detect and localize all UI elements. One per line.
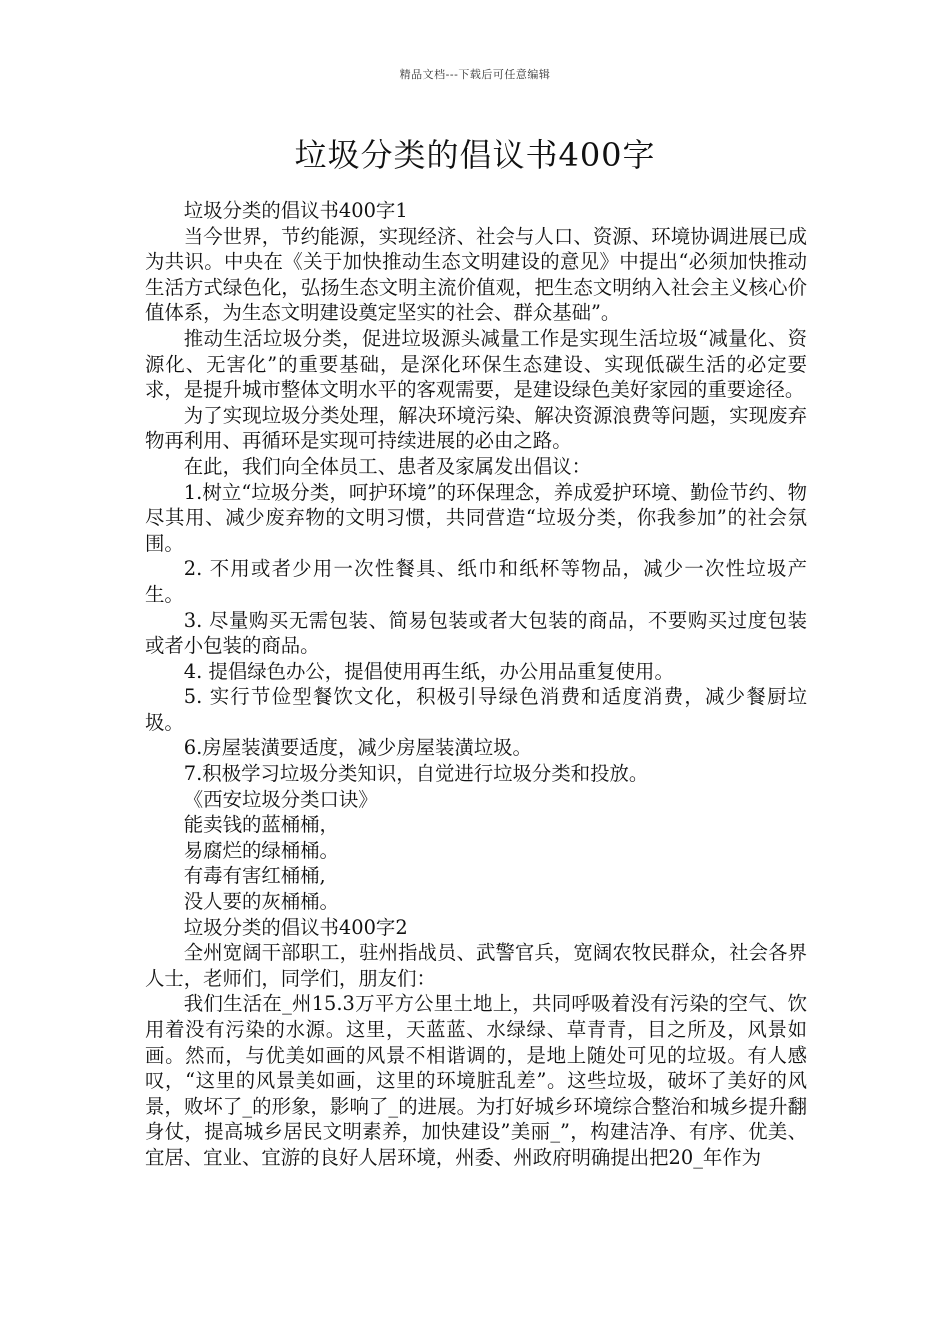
paragraph: 3. 尽量购买无需包装、简易包装或者大包装的商品，不要购买过度包装或者小包装的商品。 <box>145 608 807 658</box>
paragraph: 为了实现垃圾分类处理，解决环境污染、解决资源浪费等问题，实现废弃物再利用、再循环是实现可持续进展的必由之路。 <box>145 403 807 453</box>
page-header: 精品文档---下载后可任意编辑 <box>399 68 551 81</box>
paragraph: 易腐烂的绿桶桶。 <box>183 838 339 862</box>
paragraph: 没人要的灰桶桶。 <box>183 890 339 914</box>
paragraph: 2. 不用或者少用一次性餐具、纸巾和纸杯等物品，减少一次性垃圾产生。 <box>145 557 807 606</box>
paragraph: 6.房屋装潢要适度，减少房屋装潢垃圾。 <box>183 736 532 760</box>
paragraph: 5. 实行节俭型餐饮文化，积极引导绿色消费和适度消费，减少餐厨垃圾。 <box>145 685 807 734</box>
paragraph: 在此，我们向全体员工、患者及家属发出倡议： <box>183 454 591 478</box>
document-title: 垃圾分类的倡议书400字 <box>294 136 656 174</box>
paragraph: 垃圾分类的倡议书400字1 <box>183 199 408 222</box>
paragraph: 4. 提倡绿色办公，提倡使用再生纸，办公用品重复使用。 <box>183 659 674 683</box>
paragraph: 当今世界，节约能源，实现经济、社会与人口、资源、环境协调进展已成为共识。中央在《关于加快推动生态文明建设的意见》中提出“必须加快推动生活方式绿色化，弘扬生态文明主流价值观，把生态文明纳入社会主义核心价值体系，为生态文明建设奠定坚实的社会、群众基础”。 <box>145 224 807 325</box>
paragraph: 7.积极学习垃圾分类知识，自觉进行垃圾分类和投放。 <box>183 762 649 786</box>
paragraph: 能卖钱的蓝桶桶， <box>183 813 339 837</box>
paragraph: 推动生活垃圾分类，促进垃圾源头减量工作是实现生活垃圾“减量化、资源化、无害化”的重要基础，是深化环保生态建设、实现低碳生活的必定要求，是提升城市整体文明水平的客观需要，是建设绿色美好家园的重要途径。 <box>145 326 807 402</box>
paragraph: 垃圾分类的倡议书400字2 <box>183 915 408 939</box>
paragraph: 《西安垃圾分类口诀》 <box>183 787 378 811</box>
paragraph: 1.树立“垃圾分类，呵护环境”的环保理念，养成爱护环境、勤俭节约、物尽其用、减少废弃物的文明习惯，共同营造“垃圾分类，你我参加”的社会氛围。 <box>145 480 807 555</box>
paragraph: 我们生活在_州15.3万平方公里土地上，共同呼吸着没有污染的空气、饮用着没有污染的水源。这里，天蓝蓝、水绿绿、草青青，目之所及，风景如画。然而，与优美如画的风景不相谐调的，是地上随处可见的垃圾。有人感叹，“这里的风景美如画，这里的环境脏乱差”。这些垃圾，破坏了美好的风景，败坏了_的形象，影响了_的进展。为打好城乡环境综合整治和城乡提升翻身仗，提高城乡居民文明素养，加快建设”美丽_”，构建洁净、有序、优美、宜居、宜业、宜游的良好人居环境，州委、州政府明确提出把20_年作为 <box>145 992 807 1169</box>
paragraph: 全州宽阔干部职工，驻州指战员、武警官兵，宽阔农牧民群众，社会各界人士，老师们，同学们，朋友们： <box>145 941 807 990</box>
paragraph: 有毒有害红桶桶, <box>183 864 326 888</box>
document-body <box>145 198 807 1171</box>
